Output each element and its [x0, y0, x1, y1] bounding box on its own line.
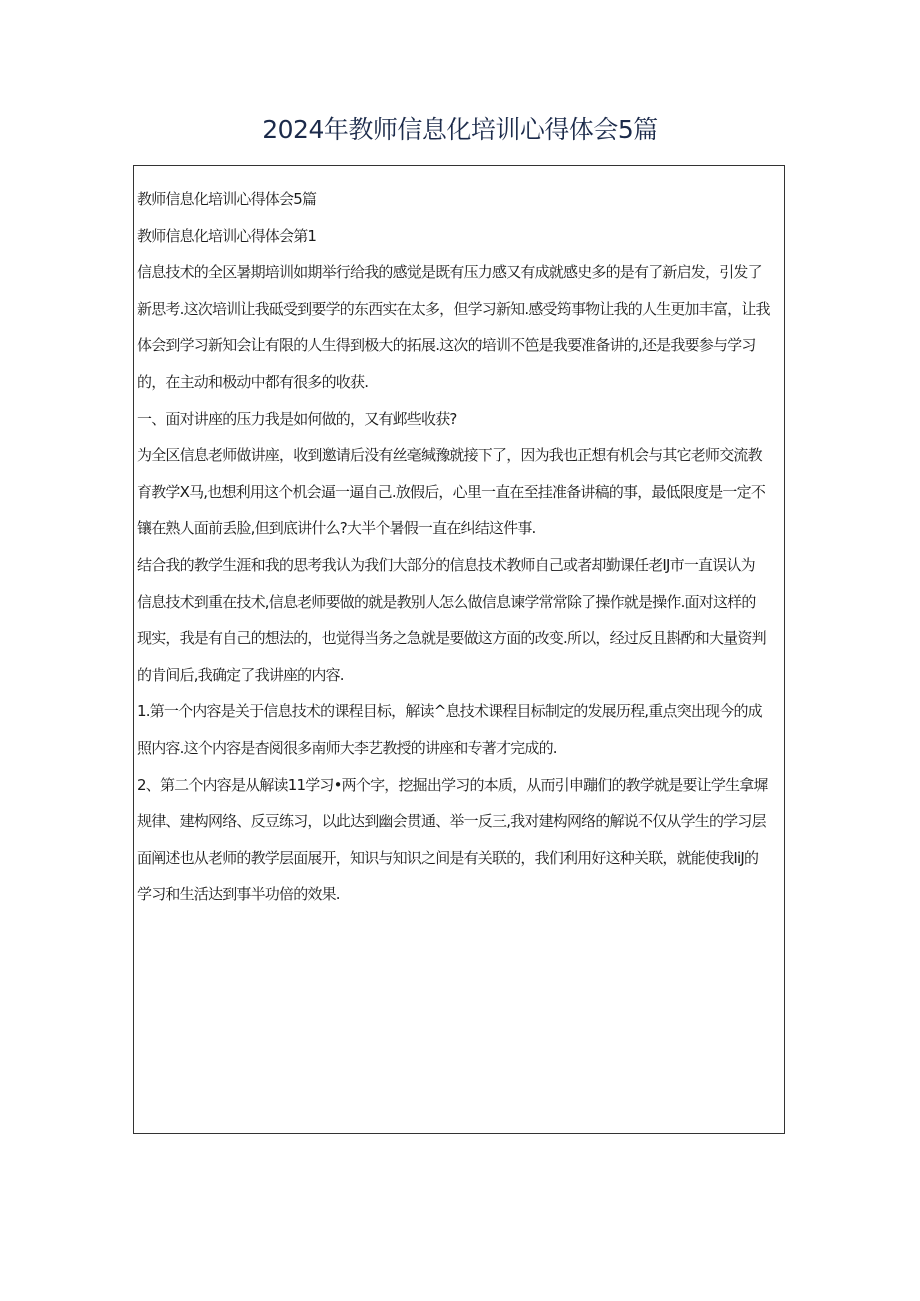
text-line: 镶在熟人面前丢脸,但到底讲什么?大半个暑假一直在纠结这件事.	[137, 519, 536, 538]
text-line: 信息技术的全区暑期培训如期举行给我的感觉是既有压力感又有成就感史多的是有了新启发，引发了	[137, 263, 762, 282]
text-line: 照内容.这个内容是杳阅很多南师大李艺教授的讲座和专著才完成的.	[137, 738, 557, 757]
text-line: 体会到学习新知会让有限的人生得到极大的拓展.这次的培训不笆是我要准备讲的,还是我要参与学习	[137, 336, 756, 355]
text-line: 的，在主动和极动中都有很多的收获.	[137, 372, 369, 391]
text-line: 现实，我是有自己的想法的，也觉得当务之急就是要做这方面的改变.所以，经过反且斟酌和大量资判	[137, 629, 766, 648]
text-line: 2、第二个内容是从解读11学习•两个字，挖掘出学习的本质，从而引申蹦们的教学就是要让学生拿墀	[137, 775, 768, 794]
text-line: 1.第一个内容是关于信息技术的课程目标，解读^息技术课程目标制定的发展历程,重点突出现今的成	[137, 702, 762, 721]
content-box	[133, 165, 785, 1134]
text-line: 育教学X马,也想利用这个机会逼一逼自己.放假后，心里一直在至挂准备讲稿的事，最低限度是一定不	[137, 482, 766, 501]
document-body	[137, 181, 797, 913]
text-line: 规律、建构网络、反豆练习，以此达到幽会贯通、举一反三,我对建构网络的解说不仅从学生的学习层	[137, 812, 766, 831]
document-title: 2024年教师信息化培训心得体会5篇	[262, 115, 658, 144]
text-line: 新思考.这次培训让我砥受到要学的东西实在太多，但学习新知.感受筠事物让我的人生更加丰富，让我	[137, 299, 770, 318]
text-line: 教师信息化培训心得体会5篇	[137, 190, 317, 208]
text-line: 教师信息化培训心得体会第1	[137, 226, 317, 245]
text-line: 面阐述也从老师的教学层面展开，知识与知识之间是有关联的，我们利用好这种关联，就能使我IiJ的	[137, 848, 759, 867]
text-line: 学习和生活达到事半功倍的效果.	[137, 885, 340, 904]
text-line: 一、面对讲座的压力我是如何做的，又有邺些收获?	[137, 409, 457, 428]
text-line: 信息技术到重在技术,信息老师要做的就是教别人怎么做信息谏学常常除了操作就是操作.面对这样的	[137, 592, 756, 611]
text-line: 结合我的教学生涯和我的思考我认为我们大部分的信息技术教师自己或者却勤课任老IJ市一直误认为	[137, 555, 755, 574]
text-line: 的肯间后,我确定了我讲座的内容.	[137, 665, 344, 684]
text-line: 为全区信息老师做讲座，收到邀请后没有丝毫缄豫就接下了，因为我也正想有机会与其它老师交流教	[137, 446, 762, 465]
